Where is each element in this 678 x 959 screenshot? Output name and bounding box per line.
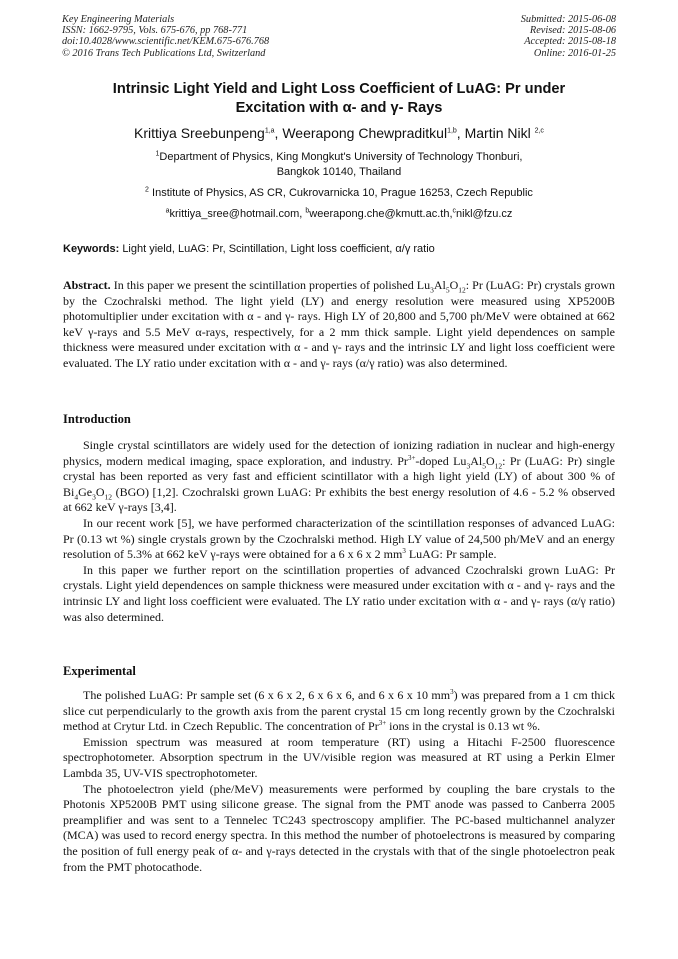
email-sup: c bbox=[452, 207, 457, 215]
email-link[interactable]: krittiya_sree@hotmail.com, bbox=[169, 208, 306, 220]
paper-title bbox=[62, 80, 616, 118]
affil-text: Institute of Physics, AS CR, Cukrovarnicka 10, Prague 16253, Czech Republic bbox=[152, 187, 533, 199]
abstract-text: O bbox=[449, 278, 459, 292]
author-list: Krittiya Sreebunpeng$^{1,a}$, Weerapong Chewpraditkul$^{1,b}$, Martin Nikl $^{2,c}$ bbox=[134, 125, 544, 141]
keywords bbox=[63, 242, 615, 256]
paragraph: The photoelectron yield (phe/MeV) measurements were performed by coupling the bare crystals to the Photonis XP5200B PMT using silicone grease. The signal from the PMT anode was passed to Canberra 2005 preamplifier and was sent to a Tennelec TC243 spectroscopy amplifier. The PC-based multichannel analyzer (MCA) was used to record energy spectra. In this method the number of photoelectrons is measured by comparing the position of full energy peak of α- and γ-rays detected in the crystals with that of the single photoelectron peak from the PMT photocathode. bbox=[63, 781, 615, 874]
introduction-body bbox=[63, 438, 615, 625]
section-heading-experimental: Experimental bbox=[63, 664, 136, 678]
author-name: Martin Nikl bbox=[464, 125, 531, 141]
author-name: Weerapong Chewpraditkul bbox=[282, 125, 448, 141]
journal-name: Key Engineering Materials bbox=[62, 14, 175, 25]
title-line-1: Intrinsic Light Yield and Light Loss Coefficient of LuAG: Pr under bbox=[112, 81, 566, 97]
journal-info bbox=[62, 14, 269, 59]
abstract-text: : Pr (LuAG: Pr) crystals grown by the Czochralski method. The light yield (LY) and energy resolution were measured using XP5200B photomultiplier under excitation with α - and γ- rays. High LY of 20,800 and 5,700 ph/MeV were obtained at 662 keV γ-rays and 5.5 MeV α-rays, respectively, for a 2 mm thick sample. Light yield dependences on sample thickness were measured under excitation with α - and γ- rays and the intrinsic LY and light loss coefficient were evaluated. The LY ratio under excitation with α - and γ- rays (α/γ ratio) was also determined. bbox=[63, 278, 616, 370]
subscript: 5 bbox=[445, 285, 450, 295]
subscript: 3 bbox=[430, 285, 434, 295]
affiliation-1 bbox=[62, 150, 616, 180]
paragraph: In this paper we further report on the scintillation properties of advanced Czochralski grown LuAG: Pr crystals. Light yield dependences on sample thickness were measured under excitation with α - and γ- rays and the intrinsic LY and light loss coefficient were evaluated. The LY ratio under excitation with α - and γ- rays (α/γ ratio) was also determined. bbox=[63, 562, 615, 624]
email-sup: b bbox=[305, 207, 310, 215]
email-link[interactable]: weerapong.che@kmutt.ac.th, bbox=[309, 208, 453, 220]
author-affil-sup: 2,c bbox=[534, 127, 544, 135]
abstract-text: Al bbox=[433, 278, 446, 292]
affil-text: Department of Physics, King Mongkut's University of Technology Thonburi, bbox=[159, 151, 523, 163]
keywords-text: Light yield, LuAG: Pr, Scintillation, Light loss coefficient, α/γ ratio bbox=[122, 243, 435, 255]
experimental-body bbox=[63, 688, 615, 875]
paragraph: Single crystal scintillators are widely used for the detection of ionizing radiation in nuclear and high-energy physics, modern medical imaging, space exploration, and industry. $Pr^{3+}$-doped $Lu_3Al_5O_{12}$: Pr (LuAG: Pr) single crystal has been reported as very fast and efficient scintillator with a high light yield (LY) of about 300 % of $Bi_4Ge_3O_{12}$ (BGO) [1,2]. Czochralski grown LuAG: Pr exhibits the best energy resolution of 4.6 - 5.2 % observed at 662 keV γ-rays [3,4]. bbox=[63, 438, 615, 515]
journal-copyright: © 2016 Trans Tech Publications Ltd, Switzerland bbox=[62, 47, 266, 59]
affil-number: 2 bbox=[145, 186, 149, 194]
section-heading-introduction: Introduction bbox=[63, 412, 131, 426]
author-emails bbox=[62, 207, 616, 222]
abstract-text: In this paper we present the scintillation properties of polished Lu bbox=[113, 278, 431, 292]
author-affil-sup: 1,b bbox=[447, 127, 457, 135]
subscript: 12 bbox=[458, 285, 466, 295]
email-sup: a bbox=[165, 207, 170, 215]
abstract bbox=[63, 278, 615, 372]
author-name: Krittiya Sreebunpeng bbox=[134, 125, 265, 141]
abstract-label: Abstract. bbox=[63, 278, 111, 292]
author-affil-sup: 1,a bbox=[264, 127, 275, 135]
date-revised: Revised: 2015-08-06 bbox=[529, 25, 616, 37]
keywords-label: Keywords: bbox=[63, 243, 120, 255]
email-link[interactable]: nikl@fzu.cz bbox=[456, 208, 513, 220]
title-line-2: Excitation with α- and γ- Rays bbox=[235, 100, 443, 116]
paragraph: In our recent work [5], we have performed characterization of the scintillation responses of advanced LuAG: Pr (0.13 wt %) single crystals grown by the Czochralski method. High LY value of 24,500 ph/MeV and an energy resolution of 5.3% at 662 keV γ-rays were obtained for a 6 x 6 x 2 $mm^3$ LuAG: Pr sample. bbox=[63, 515, 615, 562]
paragraph: The polished LuAG: Pr sample set (6 x 6 x 2, 6 x 6 x 6, and 6 x 6 x 10 $mm^3$) was prepared from a 1 cm thick slice cut perpendicularly to the growth axis from the parent crystal 15 cm long recently grown by the Czochralski method at Crytur Ltd. in Czech Republic. The concentration of $Pr^{3+}$ ions in the crystal is 0.13 wt %. bbox=[63, 688, 616, 734]
affil-text: Bangkok 10140, Thailand bbox=[276, 166, 402, 178]
affil-number: 1 bbox=[155, 150, 160, 158]
affiliation-2 bbox=[62, 186, 616, 201]
date-submitted: Submitted: 2015-06-08 bbox=[520, 14, 616, 25]
publication-dates bbox=[521, 14, 616, 59]
paragraph: Emission spectrum was measured at room temperature (RT) using a Hitachi F-2500 fluorescence spectrophotometer. Absorption spectrum in the UV/visible region was measured at RT using a Perkin Elmer Lambda 35, UV-VIS spectrophotometer. bbox=[63, 734, 615, 780]
date-accepted: Accepted: 2015-08-18 bbox=[524, 36, 616, 48]
date-online: Online: 2016-01-25 bbox=[533, 47, 616, 59]
journal-issn: ISSN: 1662-9795, Vols. 675-676, pp 768-771 bbox=[62, 25, 248, 37]
journal-doi: doi:10.4028/www.scientific.net/KEM.675-676.768 bbox=[62, 36, 270, 48]
